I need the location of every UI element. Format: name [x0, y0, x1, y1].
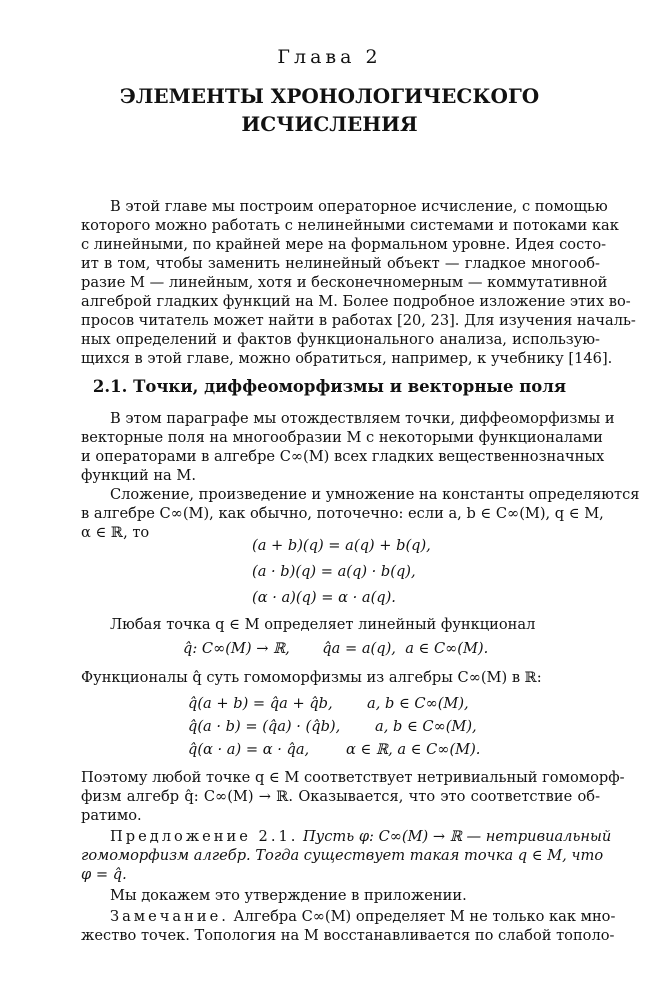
equation-lhs: q̂(a · b) = (q̂a) · (q̂b),	[188, 718, 341, 735]
equation: (α · a)(q) = α · a(q).	[252, 589, 396, 606]
intro-line: которого можно работать с нелинейными системами и потоками как	[81, 217, 619, 234]
chapter-title-line-1: ЭЛЕМЕНТЫ ХРОНОЛОГИЧЕСКОГО	[119, 84, 540, 108]
text-line: Функционалы q̂ суть гомоморфизмы из алгебры C∞(M) в ℝ:	[81, 669, 542, 686]
proposition-text: Пусть φ: C∞(M) → ℝ — нетривиальный	[303, 828, 612, 845]
text-line: функций на M.	[81, 467, 196, 484]
intro-line: ит в том, чтобы заменить нелинейный объект — гладкое многооб-	[81, 255, 600, 272]
text-line: Мы докажем это утверждение в приложении.	[110, 887, 467, 904]
section-title: 2.1. Точки, диффеоморфизмы и векторные поля	[92, 377, 567, 396]
intro-line: с линейными, по крайней мере на формальном уровне. Идея состо-	[81, 236, 607, 253]
intro-line: алгеброй гладких функций на M. Более подробное изложение этих во-	[81, 293, 631, 310]
chapter-title	[0, 82, 659, 138]
chapter-label: Глава 2	[277, 46, 382, 68]
proposition-line-2: гомоморфизм алгебр. Тогда существует такая точка q ∈ M, что	[81, 847, 604, 864]
text-line: Поэтому любой точке q ∈ M соответствует нетривиальный гомоморф-	[81, 769, 625, 786]
text-line: Любая точка q ∈ M определяет линейный функционал	[110, 616, 536, 633]
intro-line: просов читатель может найти в работах [20, 23]. Для изучения началь-	[81, 312, 636, 329]
remark-label: Замечание.	[110, 908, 229, 925]
proposition-line-1	[110, 827, 612, 846]
equation-rhs: a, b ∈ C∞(M),	[367, 695, 469, 712]
remark-line-1	[110, 907, 616, 926]
text-line: α ∈ ℝ, то	[81, 524, 150, 541]
intro-line: разие M — линейным, хотя и бесконечномерным — коммутативной	[81, 274, 608, 291]
equation-rhs: a, b ∈ C∞(M),	[375, 718, 477, 735]
text-line: в алгебре C∞(M), как обычно, поточечно: если a, b ∈ C∞(M), q ∈ M,	[81, 505, 604, 522]
text-line: ратимо.	[81, 807, 142, 824]
equation: (a + b)(q) = a(q) + b(q),	[252, 537, 431, 554]
intro-line: В этой главе мы построим операторное исчисление, с помощью	[110, 198, 608, 215]
remark-line-2: жество точек. Топология на M восстанавливается по слабой тополо-	[81, 927, 615, 944]
text-line: и операторами в алгебре C∞(M) всех гладких вещественнозначных	[81, 448, 605, 465]
equation: (a · b)(q) = a(q) · b(q),	[252, 563, 416, 580]
intro-line: ных определений и фактов функционального анализа, использую-	[81, 331, 600, 348]
proposition-label: Предложение 2.1.	[110, 828, 299, 845]
text-line: В этом параграфе мы отождествляем точки, диффеоморфизмы и	[110, 410, 615, 427]
text-line: Сложение, произведение и умножение на константы определяются	[110, 486, 640, 503]
intro-line: щихся в этой главе, можно обратиться, например, к учебнику [146].	[81, 350, 613, 367]
equation-lhs: q̂(α · a) = α · q̂a,	[188, 741, 310, 758]
equation-lhs: q̂(a + b) = q̂a + q̂b,	[188, 695, 333, 712]
text-line: векторные поля на многообразии M с некоторыми функционалами	[81, 429, 603, 446]
remark-text: Алгебра C∞(M) определяет M не только как мно-	[233, 908, 616, 925]
chapter-title-line-2: ИСЧИСЛЕНИЯ	[241, 112, 418, 136]
equation: q̂: C∞(M) → ℝ, q̂a = a(q), a ∈ C∞(M).	[183, 640, 489, 657]
equation-rhs: α ∈ ℝ, a ∈ C∞(M).	[346, 741, 481, 758]
text-line: физм алгебр q̂: C∞(M) → ℝ. Оказывается, что это соответствие об-	[81, 788, 600, 805]
proposition-line-3: φ = q̂.	[81, 866, 127, 883]
